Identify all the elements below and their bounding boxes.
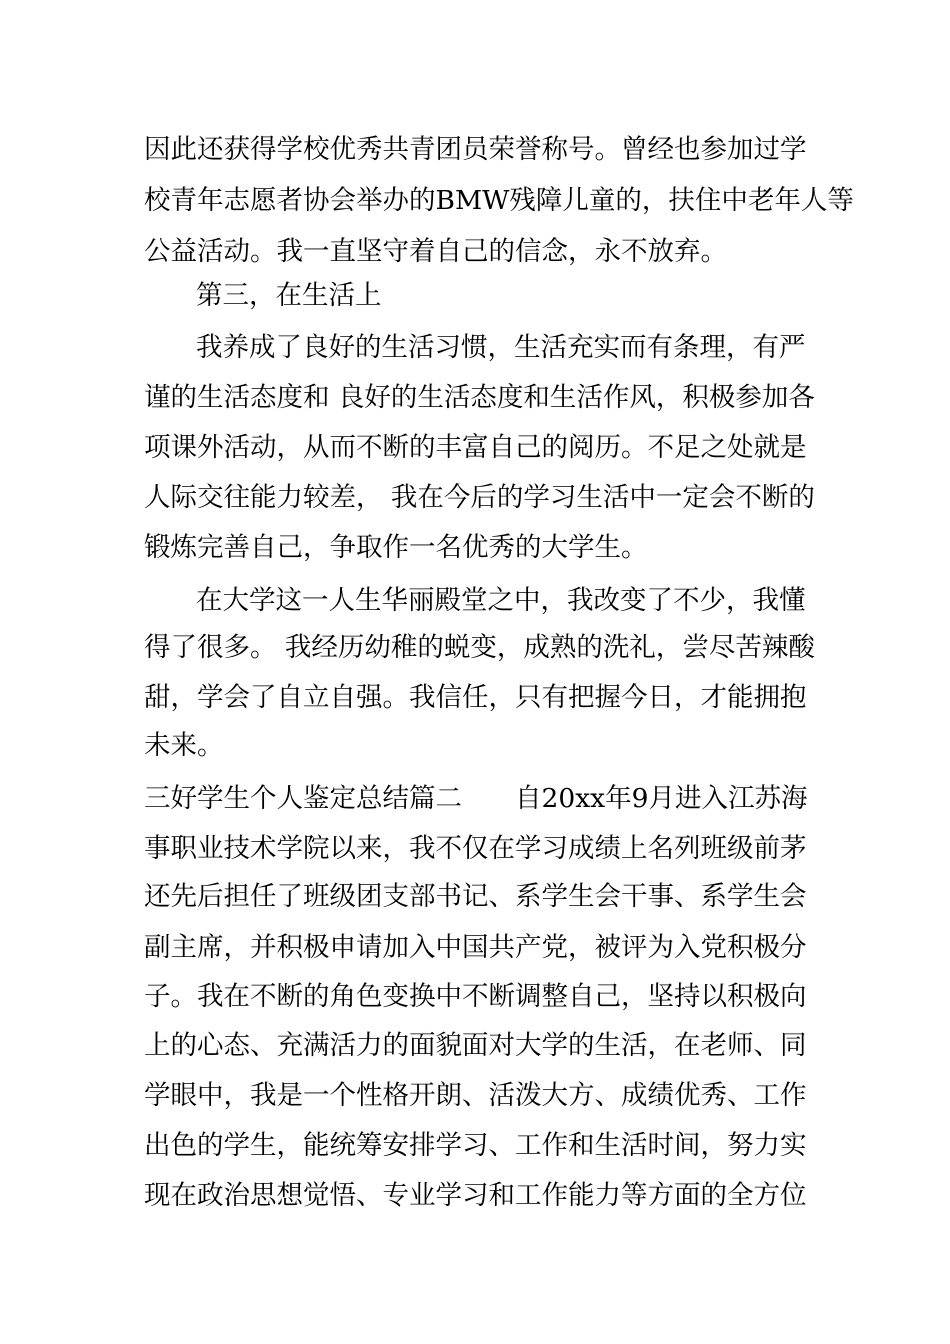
text-line: 我养成了良好的生活习惯，生活充实而有条理，有严 — [196, 332, 806, 363]
section-title-line: 三好学生个人鉴定总结篇二 自20xx年9月进入江苏海 — [144, 783, 808, 814]
text-line: 锻炼完善自己，争取作一名优秀的大学生。 — [144, 532, 648, 563]
section-heading: 第三，在生活上 — [196, 280, 382, 311]
text-line: 事职业技术学院以来，我不仅在学习成绩上名列班级前茅 — [144, 833, 807, 864]
text-line: 甜，学会了自立自强。我信任，只有把握今日，才能拥抱 — [144, 682, 807, 713]
text-line: 上的心态、充满活力的面貌面对大学的生活，在老师、同 — [144, 1030, 807, 1061]
text-line: 校青年志愿者协会举办的BMW残障儿童的，扶住中老年人等 — [144, 185, 854, 216]
text-line: 谨的生活态度和 良好的生活态度和生活作风，积极参加各 — [144, 382, 815, 413]
text-line: 未来。 — [144, 730, 224, 761]
text-line: 学眼中，我是一个性格开朗、活泼大方、成绩优秀、工作 — [144, 1080, 807, 1111]
text-line: 现在政治思想觉悟、专业学习和工作能力等方面的全方位 — [144, 1180, 807, 1211]
text-line: 还先后担任了班级团支部书记、系学生会干事、系学生会 — [144, 881, 807, 912]
text-line: 出色的学生，能统筹安排学习、工作和生活时间，努力实 — [144, 1130, 807, 1161]
text-line: 得了很多。 我经历幼稚的蜕变，成熟的洗礼，尝尽苦辣酸 — [144, 632, 815, 663]
text-line: 在大学这一人生华丽殿堂之中，我改变了不少，我懂 — [196, 585, 806, 616]
text-line: 子。我在不断的角色变换中不断调整自己，坚持以积极向 — [144, 981, 807, 1012]
text-line: 公益活动。我一直坚守着自己的信念，永不放弃。 — [144, 236, 727, 267]
text-line: 人际交往能力较差， 我在今后的学习生活中一定会不断的 — [144, 482, 815, 513]
text-line: 项课外活动，从而不断的丰富自己的阅历。不足之处就是 — [144, 432, 807, 463]
text-line: 因此还获得学校优秀共青团员荣誉称号。曾经也参加过学 — [144, 134, 807, 165]
text-line: 副主席，并积极申请加入中国共产党，被评为入党积极分 — [144, 932, 807, 963]
